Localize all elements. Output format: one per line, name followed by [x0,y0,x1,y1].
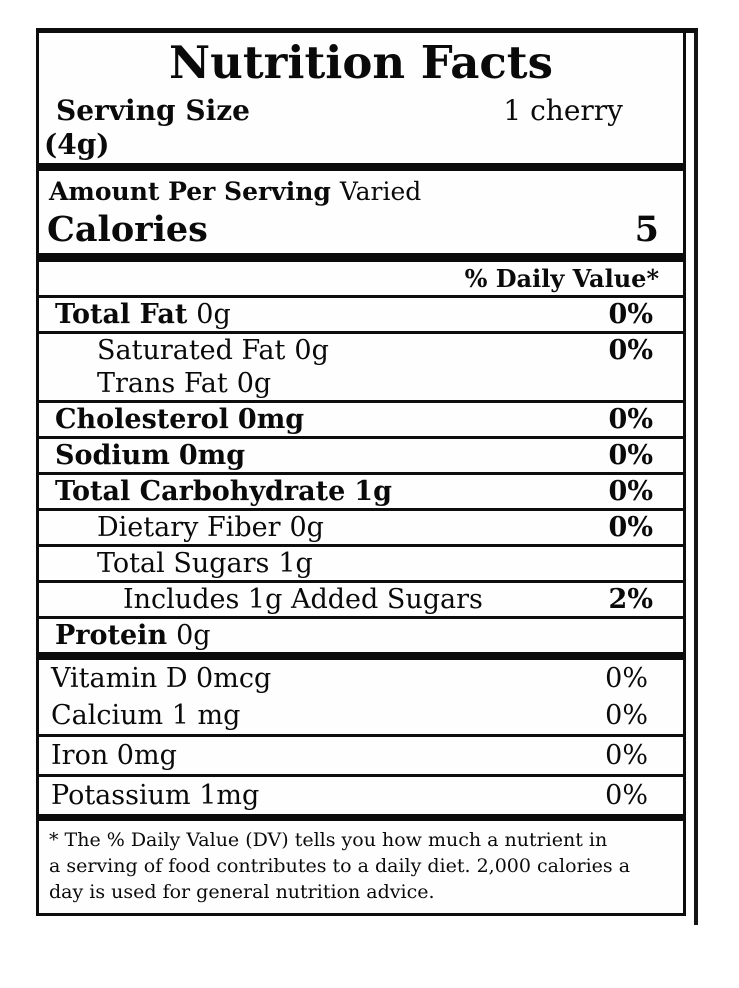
footnote-line: * The % Daily Value (DV) tells you how much a nutrient in [49,829,608,851]
nutrient-dv [653,367,683,400]
nutrient-row-total-carbohydrate [39,475,683,511]
fat-subgroup-box [39,334,683,403]
vitamin-label: Calcium 1 mg [51,700,241,731]
vitamin-label: Potassium 1mg [51,780,260,811]
calories-label: Calories [47,209,208,250]
vitamin-dv: 0% [605,780,648,811]
nutrient-name: Total Sugars 1g [97,548,313,579]
nutrient-dv [653,547,683,580]
label-header [39,33,683,163]
nutrient-dv: 0% [608,476,653,507]
vitamin-label: Iron 0mg [51,740,177,771]
calories-section [39,171,683,253]
thick-separator-bar [39,163,683,171]
calories-row [39,208,683,251]
nutrient-name: Trans Fat 0g [97,368,272,399]
nutrition-label-frame [36,28,698,925]
vitamin-row-calcium [39,697,683,734]
nutrient-row-saturated-fat [39,334,683,367]
nutrient-amount: 0g [236,368,272,399]
vitamin-group-box [39,660,683,737]
vitamin-dv: 0% [605,740,648,771]
nutrient-dv [653,619,683,652]
nutrient-amount: 0g [294,335,329,366]
nutrient-amount: 1g [278,548,313,579]
vitamin-dv: 0% [605,700,648,731]
nutrient-row-total-fat [39,298,683,334]
nutrient-amount: 0mg [237,404,305,435]
thick-separator-bar [39,652,683,660]
amount-per-serving-label: Amount Per Serving [49,177,331,206]
nutrient-dv: 0% [608,440,653,471]
nutrition-label [36,33,686,916]
nutrient-name: Includes 1g Added Sugars [123,584,483,615]
nutrient-name: Total Fat 0g [55,299,231,330]
nutrient-amount: 1g [354,476,392,507]
nutrient-name: Cholesterol 0mg [55,404,305,435]
nutrient-name: Dietary Fiber 0g [97,512,324,543]
footnote-line: a serving of food contributes to a daily diet. 2,000 calories a [49,855,631,877]
footnote-line: day is used for general nutrition advice. [49,881,435,903]
nutrient-row-protein [39,619,683,652]
vitamin-dv: 0% [605,663,648,694]
nutrient-dv: 0% [608,404,653,435]
vitamin-row-potassium [39,777,683,814]
nutrient-row-cholesterol [39,403,683,439]
calories-value: 5 [634,209,659,250]
nutrient-name: Total Carbohydrate 1g [55,476,392,507]
nutrient-row-added-sugars [39,583,683,619]
nutrient-row-dietary-fiber [39,511,683,547]
daily-value-footnote [39,821,683,913]
nutrient-name: Saturated Fat 0g [97,335,329,366]
nutrient-dv: 0% [608,299,653,330]
nutrient-dv: 0% [608,512,653,543]
amount-per-serving-row [39,176,683,208]
amount-per-serving-value: Varied [339,177,422,206]
thick-separator-bar [39,814,683,821]
nutrient-amount: 0g [196,299,231,330]
vitamin-label: Vitamin D 0mcg [51,663,272,694]
nutrient-name: Protein 0g [55,620,211,651]
serving-size-row [39,91,683,128]
nutrient-amount: 0g [289,512,324,543]
nutrient-row-trans-fat [39,367,683,400]
thick-separator-bar [39,253,683,262]
nutrient-amount: 0g [176,620,211,651]
nutrient-row-sodium [39,439,683,475]
label-title: Nutrition Facts [169,36,553,89]
serving-weight: (4g) [44,128,110,161]
serving-size-label: Serving Size [56,94,250,127]
nutrient-dv: 0% [608,335,653,366]
vitamin-row-vitamin-d [39,660,683,697]
nutrient-amount: 0mg [178,440,246,471]
nutrient-dv: 2% [608,584,653,615]
daily-value-header: % Daily Value* [39,262,683,298]
nutrient-row-total-sugars [39,547,683,583]
serving-size-value: 1 cherry [503,94,623,127]
nutrient-name: Sodium 0mg [55,440,246,471]
vitamin-row-iron [39,737,683,777]
